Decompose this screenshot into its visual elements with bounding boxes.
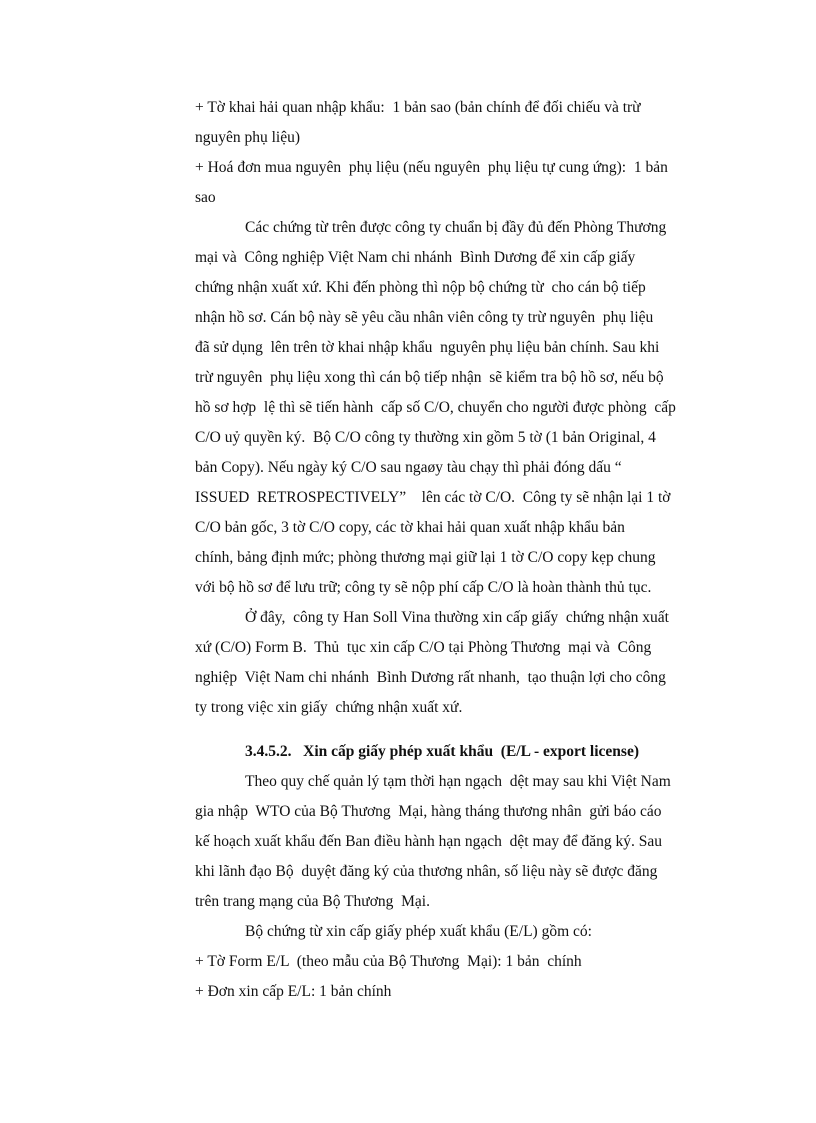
text-line: chứng nhận xuất xứ. Khi đến phòng thì nộp bộ chứng từ cho cán bộ tiếp	[195, 279, 646, 296]
text-line: gia nhập WTO của Bộ Thương Mại, hàng tháng thương nhân gửi báo cáo	[195, 803, 662, 820]
paragraph	[195, 603, 735, 723]
text-line: ISSUED RETROSPECTIVELY” lên các tờ C/O. Công ty sẽ nhận lại 1 tờ	[195, 489, 671, 506]
text-line: mại và Công nghiệp Việt Nam chi nhánh Bình Dương để xin cấp giấy	[195, 249, 636, 266]
text-line: sao	[195, 189, 216, 206]
list-item	[195, 153, 735, 213]
text-line: chính, bảng định mức; phòng thương mại giữ lại 1 tờ C/O copy kẹp chung	[195, 549, 656, 566]
text-line: + Hoá đơn mua nguyên phụ liệu (nếu nguyên phụ liệu tự cung ứng): 1 bản	[195, 159, 668, 176]
text-line: nghiệp Việt Nam chi nhánh Bình Dương rất nhanh, tạo thuận lợi cho công	[195, 669, 666, 686]
text-line: với bộ hồ sơ để lưu trữ; công ty sẽ nộp phí cấp C/O là hoàn thành thủ tục.	[195, 579, 652, 596]
text-line: nhận hồ sơ. Cán bộ này sẽ yêu cầu nhân viên công ty trừ nguyên phụ liệu	[195, 309, 654, 326]
document-page	[195, 93, 735, 1007]
text-line: trên trang mạng của Bộ Thương Mại.	[195, 893, 430, 910]
paragraph	[195, 767, 735, 917]
text-line: trừ nguyên phụ liệu xong thì cán bộ tiếp nhận sẽ kiểm tra bộ hồ sơ, nếu bộ	[195, 369, 664, 386]
list-item	[195, 93, 735, 153]
list-item: + Đơn xin cấp E/L: 1 bản chính	[195, 983, 392, 1000]
text-line: + Tờ khai hải quan nhập khẩu: 1 bản sao (bản chính để đối chiếu và trừ	[195, 99, 641, 116]
text-line: Theo quy chế quản lý tạm thời hạn ngạch dệt may sau khi Việt Nam	[245, 773, 671, 790]
section-heading: 3.4.5.2. Xin cấp giấy phép xuất khẩu (E/L - export license)	[245, 743, 639, 760]
text-line: nguyên phụ liệu)	[195, 129, 301, 146]
list-item: + Tờ Form E/L (theo mẫu của Bộ Thương Mại): 1 bản chính	[195, 953, 582, 970]
paragraph: Bộ chứng từ xin cấp giấy phép xuất khẩu (E/L) gồm có:	[245, 923, 592, 940]
text-line: kế hoạch xuất khẩu đến Ban điều hành hạn ngạch dệt may để đăng ký. Sau	[195, 833, 663, 850]
text-line: bản Copy). Nếu ngày ký C/O sau ngaøy tàu chạy thì phải đóng dấu “	[195, 459, 622, 476]
text-line: xứ (C/O) Form B. Thủ tục xin cấp C/O tại Phòng Thương mại và Công	[195, 639, 652, 656]
text-line: đã sử dụng lên trên tờ khai nhập khẩu nguyên phụ liệu bản chính. Sau khi	[195, 339, 660, 356]
text-line: Các chứng từ trên được công ty chuẩn bị đầy đủ đến Phòng Thương	[245, 219, 667, 236]
text-line: khi lãnh đạo Bộ duyệt đăng ký của thương nhân, số liệu này sẽ được đăng	[195, 863, 658, 880]
text-line: ty trong việc xin giấy chứng nhận xuất xứ.	[195, 699, 463, 716]
text-line: Ở đây, công ty Han Soll Vina thường xin cấp giấy chứng nhận xuất	[245, 609, 669, 626]
text-line: hồ sơ hợp lệ thì sẽ tiến hành cấp số C/O, chuyển cho người được phòng cấp	[195, 399, 676, 416]
paragraph	[195, 213, 735, 603]
text-line: C/O bản gốc, 3 tờ C/O copy, các tờ khai hải quan xuất nhập khẩu bản	[195, 519, 625, 536]
text-line: C/O uỷ quyền ký. Bộ C/O công ty thường xin gồm 5 tờ (1 bản Original, 4	[195, 429, 656, 446]
